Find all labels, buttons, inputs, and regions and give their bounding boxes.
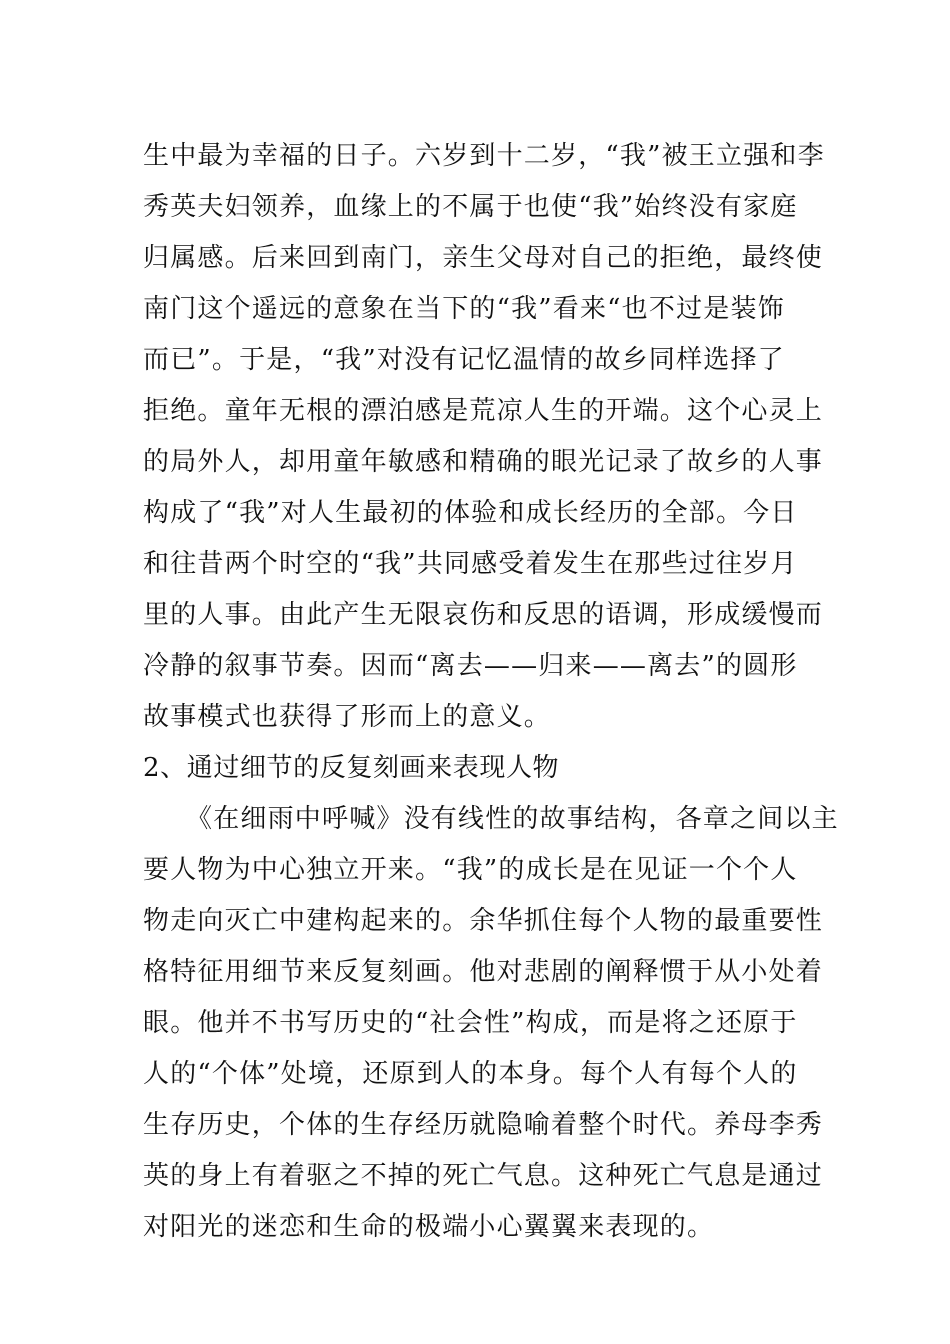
- text-line: 南门这个遥远的意象在当下的“我”看来“也不过是装饰: [143, 294, 785, 324]
- document-body: [143, 131, 839, 1253]
- text-line: 的局外人，却用童年敏感和精确的眼光记录了故乡的人事: [143, 447, 824, 477]
- text-line: 生存历史，个体的生存经历就隐喻着整个时代。养母李秀: [143, 1110, 824, 1140]
- text-line: 归属感。后来回到南门，亲生父母对自己的拒绝，最终使: [143, 243, 824, 273]
- text-line: 里的人事。由此产生无限哀伤和反思的语调，形成缓慢而: [143, 600, 824, 630]
- text-line: 对阳光的迷恋和生命的极端小心翼翼来表现的。: [143, 1212, 715, 1242]
- text-line: 眼。他并不书写历史的“社会性”构成，而是将之还原于: [143, 1008, 798, 1038]
- text-line: 冷静的叙事节奏。因而“离去——归来——离去”的圆形: [143, 651, 798, 681]
- paragraph-2: [143, 794, 839, 1253]
- text-line: 故事模式也获得了形而上的意义。: [143, 702, 552, 732]
- text-line: 构成了“我”对人生最初的体验和成长经历的全部。今日: [143, 498, 798, 528]
- text-line: 《在细雨中呼喊》没有线性的故事结构，各章之间以主: [186, 804, 839, 834]
- text-line: 要人物为中心独立开来。“我”的成长是在见证一个个人: [143, 855, 798, 885]
- text-line: 而已”。于是，“我”对没有记忆温情的故乡同样选择了: [143, 345, 785, 375]
- text-line: 拒绝。童年无根的漂泊感是荒凉人生的开端。这个心灵上: [143, 396, 824, 426]
- text-line: 物走向灭亡中建构起来的。余华抓住每个人物的最重要性: [143, 906, 824, 936]
- text-line: 人的“个体”处境，还原到人的本身。每个人有每个人的: [143, 1059, 798, 1089]
- text-line: 秀英夫妇领养，血缘上的不属于也使“我”始终没有家庭: [143, 192, 798, 222]
- section-heading: 2、通过细节的反复刻画来表现人物: [143, 753, 560, 783]
- text-line: 英的身上有着驱之不掉的死亡气息。这种死亡气息是通过: [143, 1161, 824, 1191]
- text-line: 格特征用细节来反复刻画。他对悲剧的阐释惯于从小处着: [143, 957, 824, 987]
- paragraph-1: [143, 131, 823, 743]
- text-line: 生中最为幸福的日子。六岁到十二岁，“我”被王立强和李: [143, 141, 825, 171]
- text-line: 和往昔两个时空的“我”共同感受着发生在那些过往岁月: [143, 549, 798, 579]
